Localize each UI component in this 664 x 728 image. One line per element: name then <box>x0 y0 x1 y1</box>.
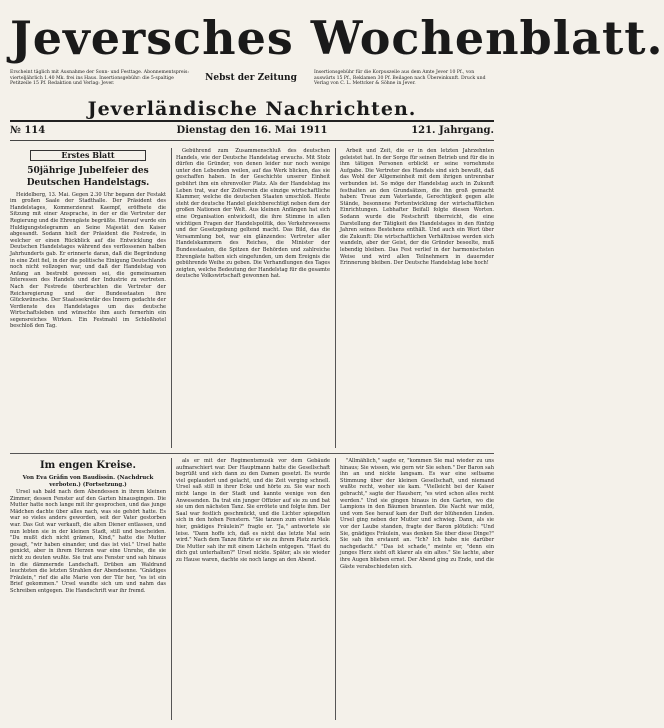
column-divider <box>335 458 336 720</box>
article-body: Gebührend zum Zusammenschluß des deutschen Handels, wie der Deutsche Handelstag erwuchs. Mit Stolz dürfen die Gründer, von denen leider nur noch wenige unter den Lebenden weilen, auf das Werk blicken, das sie geschaffen haben. In der Geschichte unserer Einheit gebührt ihm ein ehrenvoller Platz. Als der Handelstag ins Leben trat, war der Zollverein die einzige wirtschaftliche Klammer, welche die deutschen Staaten umschloß. Heute steht der deutsche Handel gleichberechtigt neben dem der großen Nationen der Welt. Aus kleinen Anfängen hat sich eine Organisation entwickelt, die ihre Stimme in allen wichtigen Fragen der Handelspolitik, des Verkehrswesens und der Gesetzgebung geltend macht. Das Bild, das die Versammlung bot, war ein glänzendes: Vertreter aller Handelskammern des Reiches, die Minister der Bundesstaaten, die Spitzen der Behörden und zahlreiche Ehrengäste hatten sich eingefunden, um dem Ereignis die gebührende Weihe zu geben. Die Verhandlungen des Tages zeigten, welche Bedeutung der Handelstag für die gesamte deutsche Volkswirtschaft gewonnen hat. <box>176 148 330 280</box>
publisher-info: Insertionsgebühr für die Korpuszeile aus dem Amte Jever 10 Pf., von auswärts 15 Pf., Reklamen 30 Pf. Beilagen nach Übereinkunft. Druck und Verlag von C. L. Mettcker & Söhne in Jever. <box>314 70 486 87</box>
newspaper-page <box>10 6 664 722</box>
column-1 <box>10 148 166 448</box>
serial-body: Ursel sah bald nach dem Abendessen in ihrem kleinen Zimmer, dessen Fenster auf den Garten hinausgingen. Die Mutter hatte noch lange mit ihr gesprochen, und das junge Mädchen dachte über alles nach, was sie gehört hatte. Es war so vieles anders geworden, seit der Vater gestorben war. Das Gut war verkauft, die alten Diener entlassen, und nun lebten sie in der kleinen Stadt, still und bescheiden. "Du mußt dich nicht grämen, Kind," hatte die Mutter gesagt, "wir haben einander, und das ist viel." Ursel hatte genickt, aber in ihrem Herzen war eine Unruhe, die sie nicht zu deuten wußte. Sie trat ans Fenster und sah hinaus in die dämmernde Landschaft. Drüben am Waldrand leuchteten die letzten Strahlen der Abendsonne. "Gnädiges Fräulein," rief die alte Marie von der Tür her, "es ist ein Brief gekommen." Ursel wandte sich um und nahm das Schreiben entgegen. Die Handschrift war ihr fremd. <box>10 489 166 594</box>
dateline-rule <box>10 140 494 141</box>
column-2 <box>176 148 330 448</box>
issue-number: № 114 <box>10 125 46 136</box>
lower-columns <box>10 458 494 720</box>
section-title: Jeverländische Nachrichten. <box>87 98 417 120</box>
subscription-info: Erscheint täglich mit Ausnahme der Sonn- und Festtage. Abonnementspreis: vierteljährlich 1.40 Mk. frei ins Haus. Insertionsgebühr: die 5-spaltige Petitzeile 15 Pf. Redaktion und Verlag: Jever. <box>10 70 189 87</box>
article-headline: 50jährige Jubelfeier des Deutschen Handelstags. <box>26 165 150 188</box>
first-sheet-label: Erstes Blatt <box>30 150 146 161</box>
masthead-title: Jeversches Wochenblatt. <box>10 11 664 65</box>
column-3 <box>340 148 494 448</box>
column-3-serial <box>340 458 494 720</box>
serial-headline: Im engen Kreise. <box>39 460 137 471</box>
serial-body: "Allmählich," sagte er, "kommen Sie mal wieder zu uns hinaus; Sie wissen, wie gern wir Sie sehen." Der Baron sah ihn an und nickte langsam. Es war eine seltsame Stimmung über der kleinen Gesellschaft, und niemand wußte recht, woher sie kam. "Vielleicht bei der Kaiser gebracht," sagte der Hausherr, "es wird schon alles recht werden." Und sie gingen hinaus in den Garten, wo die Lampions in den Bäumen brannten. Die Nacht war mild, und vom See herauf kam der Duft der blühenden Linden. Ursel ging neben der Mutter und schwieg. Dann, als sie vor der Laube standen, fragte der Baron plötzlich: "Und Sie, gnädiges Fräulein, was denken Sie über diese Dinge?" Sie sah ihn erstaunt an. "Ich? Ich habe nie darüber nachgedacht." "Das ist schade," meinte er, "denn ein junges Herz sieht oft klarer als ein altes." Sie lachte, aber ihre Augen blieben ernst. Der Abend ging zu Ende, und die Gäste verabschiedeten sich. <box>340 458 494 570</box>
column-divider <box>171 148 172 448</box>
column-2-serial <box>176 458 330 720</box>
serial-byline: Von Eva Gräfin von Baudissin. (Nachdruck verboten.) (Fortsetzung.) <box>22 475 154 488</box>
section-divider <box>10 453 494 454</box>
upper-columns <box>10 148 494 448</box>
column-divider <box>171 458 172 720</box>
article-body: Heidelberg, 13. Mai. Gegen 2.30 Uhr begann der Festakt im großen Saale der Stadthalle. Der Präsident des Handelstages, Kommerzienrat Kaempf, eröffnete die Sitzung mit einer Ansprache, in der er die Vertreter der Regierung und die Ehrengäste begrüßte. Hierauf wurde ein Huldigungstelegramm an Seine Majestät den Kaiser abgesandt. Sodann hielt der Präsident die Festrede, in welcher er einen Rückblick auf die Entwicklung des Deutschen Handelstages während des verflossenen halben Jahrhunderts gab. Er erinnerte daran, daß die Begründung in eine Zeit fiel, in der die politische Einigung Deutschlands noch nicht vollzogen war, und daß der Handelstag von Anfang an bestrebt gewesen sei, die gemeinsamen Interessen des Handels und der Industrie zu vertreten. Nach der Festrede überbrachten die Vertreter der Reichsregierung und der Bundesstaaten ihre Glückwünsche. Der Staatssekretär des Innern gedachte der Verdienste des Handelstages um das deutsche Wirtschaftsleben und wünschte ihm auch fernerhin ein segensreiches Wirken. Ein Festmahl im Schloßhotel beschloß den Tag. <box>10 191 166 330</box>
issue-year: 121. Jahrgang. <box>411 125 494 136</box>
subheader <box>10 70 494 98</box>
column-divider <box>335 148 336 448</box>
issue-date: Dienstag den 16. Mai 1911 <box>176 125 328 136</box>
article-body: Arbeit und Zeit, die er in den letzten Jahrzehnten geleistet hat. In der Sorge für seinen Betrieb und für die in ihm tätigen Personen erblickt er seine vornehmste Aufgabe. Die Vertreter des Handels sind sich bewußt, daß das Wohl der Allgemeinheit mit dem ihrigen untrennbar verbunden ist. So möge der Handelstag auch in Zukunft festhalten an den Grundsätzen, die ihn groß gemacht haben: Treue zum Vaterlande, Gerechtigkeit gegen alle Stände, besonnene Fortentwicklung der wirtschaftlichen Einrichtungen. Lebhafter Beifall folgte diesen Worten. Sodann wurde die Festschrift überreicht, die eine Darstellung der Tätigkeit des Handelstages in den fünfzig Jahren seines Bestehens enthält. Und auch ein Wort über die Zukunft: Die wirtschaftlichen Verhältnisse werden sich wandeln, aber der Geist, der die Gründer beseelte, muß lebendig bleiben. Das Fest verlief in der harmonischsten Weise und wird allen Teilnehmern in dauernder Erinnerung bleiben. Der Deutsche Handelstag lebe hoch! <box>340 148 494 267</box>
dateline <box>10 122 494 140</box>
supplement-note: Nebst der Zeitung <box>205 73 297 83</box>
serial-body: als er mit der Regimentsmusik vor dem Gebäude aufmarschiert war. Der Hauptmann hatte die Gesellschaft begrüßt und sich dann zu den Damen gesetzt. Es wurde viel geplaudert und gelacht, und die Zeit verging schnell. Ursel saß still in ihrer Ecke und hörte zu. Sie war noch nicht lange in der Stadt und kannte wenige von den Anwesenden. Da trat ein junger Offizier auf sie zu und bat sie um den nächsten Tanz. Sie errötete und folgte ihm. Der Saal war festlich geschmückt, und die Lichter spiegelten sich in den hohen Fenstern. "Sie tanzen zum ersten Male hier, gnädiges Fräulein?" fragte er. "Ja," antwortete sie leise. "Dann hoffe ich, daß es nicht das letzte Mal sein wird." Nach dem Tanze führte er sie zu ihrem Platz zurück. Die Mutter sah ihr mit einem Lächeln entgegen. "Hast du dich gut unterhalten?" Ursel nickte. Später, als sie wieder zu Hause waren, dachte sie noch lange an den Abend. <box>176 458 330 563</box>
column-1-serial <box>10 458 166 720</box>
